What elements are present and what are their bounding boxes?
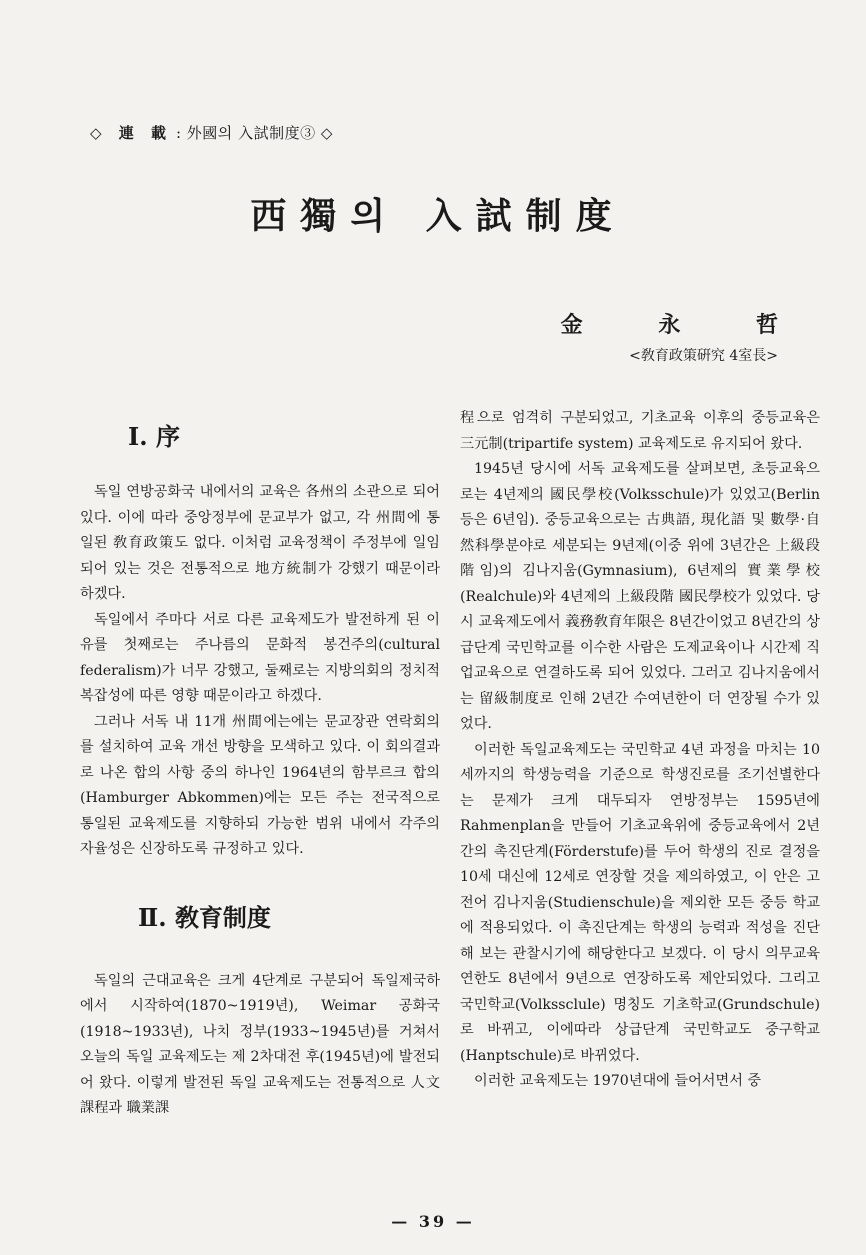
paragraph: 독일에서 주마다 서로 다른 교육제도가 발전하게 된 이유를 첫째로는 주나름의 문화적 봉건주의(cultural federalism)가 너무 강했고, 둘째로는 지방의회의 정치적 복잡성에 따른 영향 때문이라고 하겠다. <box>80 611 440 704</box>
paragraph: 이러한 교육제도는 1970년대에 들어서면서 중 <box>474 1073 762 1089</box>
section-heading-education-system: Ⅱ. 敎育制度 <box>138 902 271 932</box>
page-number: — 39 — <box>391 1212 475 1231</box>
series-subtitle: : 外國의 入試制度③ ◇ <box>175 124 333 142</box>
series-tag: ◇ 連 載 <box>90 124 172 142</box>
paragraph: 程으로 엄격히 구분되었고, 기초교육 이후의 중등교육은 三元制(tripartife system) 교육제도로 유지되어 왔다. <box>460 410 820 452</box>
paragraph: 독일의 근대교육은 크게 4단계로 구분되어 독일제국하에서 시작하여(1870~1919년), Weimar 공화국(1918~1933년), 나치 정부(1933~1945년)를 거쳐서 오늘의 독일 교육제도는 제 2차대전 후(1945년)에 발전되어 왔다. 이렇게 발전된 독일 교육제도는 전통적으로 人文課程과 職業課 <box>80 972 440 1116</box>
author-block <box>560 308 812 365</box>
author-affiliation: <敎育政策硏究 4室長> <box>629 348 778 364</box>
section-heading-intro: Ⅰ. 序 <box>128 422 180 451</box>
series-header <box>90 122 333 143</box>
right-column <box>460 406 820 1095</box>
paragraph: 이러한 독일교육제도는 국민학교 4년 과정을 마치는 10세까지의 학생능력을 기준으로 학생진로를 조기선별한다는 문제가 크게 대두되자 연방정부는 1595년에 Rahmenplan을 만들어 기초교육위에 중등교육에서 2년간의 촉진단계(Förderstufe)를 두어 학생의 진로 결정을 10세 대신에 12세로 연장할 것을 제의하였고, 이 안은 고전어 김나지움(Studienschule)을 제외한 모든 중등 학교에 적용되었다. 이 촉진단계는 학생의 능력과 적성을 진단해 보는 관찰시기에 해당한다고 보겠다. 이 당시 의무교육 연한도 8년에서 9년으로 연장하도록 제안되었다. 그리고 국민학교(Volkssclule) 명칭도 기초학교(Grundschule)로 바뀌고, 이에따라 상급단계 국민학교도 중구학교(Hanptschule)로 바뀌었다. <box>460 741 820 1064</box>
paragraph: 독일 연방공화국 내에서의 교육은 各州의 소관으로 되어 있다. 이에 따라 중앙정부에 문교부가 없고, 각 州間에 통일된 敎育政策도 없다. 이처럼 교육정책이 주정부에 일임되어 있는 것은 전통적으로 地方統制가 강했기 때문이라 하겠다. <box>80 484 440 602</box>
paragraph: 1945년 당시에 서독 교육제도를 살펴보면, 초등교육으로는 4년제의 國民學校(Volksschule)가 있었고(Berlin등은 6년임). 중등교육으로는 古典語, 現化語 및 數學·自然科學분야로 세분되는 9년제(이중 위에 3년간은 上級段階임)의 김나지움(Gymnasium), 6년제의 實業學校(Realchule)와 4년제의 上級段階 國民學校가 있었다. 당시 교육제도에서 義務敎育年限은 8년간이었고 8년간의 상급단계 국민학교를 이수한 사람은 도제교육이나 시간제 직업교육으로 연결하도록 되어 있었다. 그러고 김나지움에서는 留級制度로 인해 2년간 수여년한이 더 연장될 수가 있었다. <box>460 461 820 732</box>
paragraph: 그러나 서독 내 11개 州間에는에는 문교장관 연락회의를 설치하여 교육 개선 방향을 모색하고 있다. 이 회의결과로 나온 합의 사항 중의 하나인 1964년의 함부르크 합의(Hamburger Abkommen)에는 모든 주는 전국적으로 통일된 교육제도를 지향하되 가능한 범위 내에서 각주의 자율성은 신장하도록 규정하고 있다. <box>80 713 440 857</box>
left-column <box>80 408 440 1122</box>
article-title: 西獨의 入試制度 <box>250 195 626 237</box>
author-name: 金 永 哲 <box>560 312 812 338</box>
